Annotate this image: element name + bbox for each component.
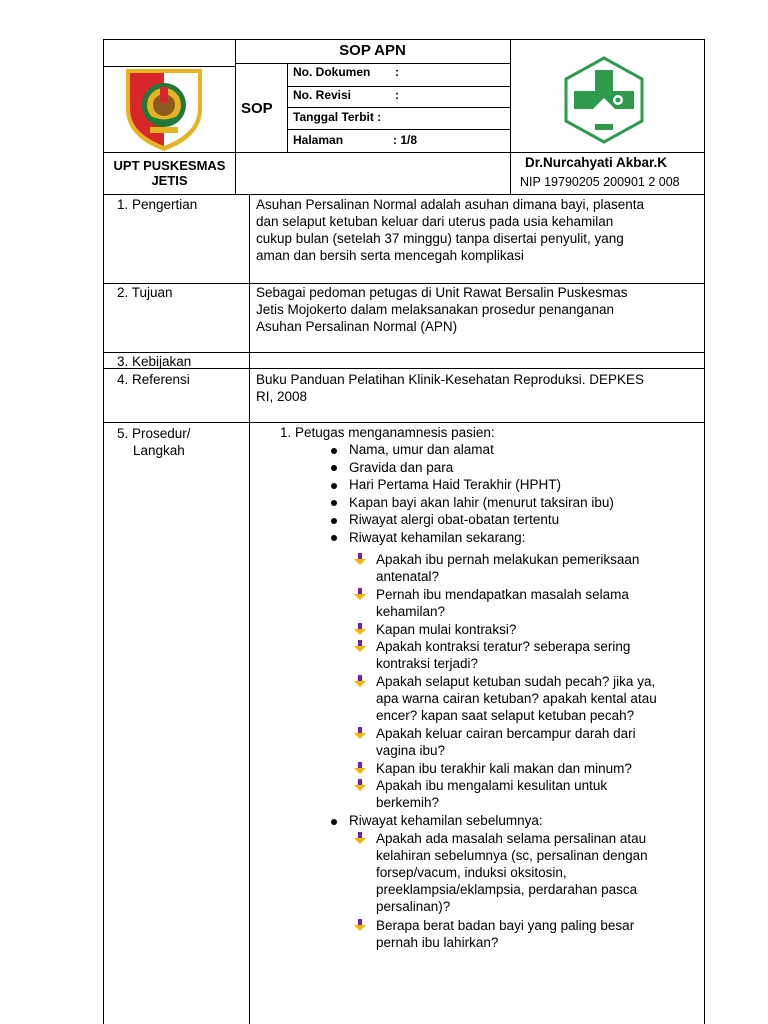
- bullet-dot: [331, 518, 337, 524]
- sub-question-line: apa warna cairan ketuban? apakah kental atau: [376, 691, 657, 706]
- signer-nip: NIP 19790205 200901 2 008: [520, 175, 680, 189]
- sub-question-line: Pernah ibu mendapatkan masalah selama: [376, 587, 629, 602]
- tujuan-line: Asuhan Persalinan Normal (APN): [256, 319, 458, 334]
- table-line: [287, 63, 288, 152]
- table-line: [235, 63, 510, 64]
- sub-question-line: Apakah ibu mengalami kesulitan untuk: [376, 778, 608, 793]
- arrow-bullet-icon: [353, 552, 367, 566]
- document-title: SOP APN: [339, 42, 406, 59]
- bullet-dot: [331, 483, 337, 489]
- arrow-bullet-icon: [353, 726, 367, 740]
- referensi-line: Buku Panduan Pelatihan Klinik-Kesehatan Reproduksi. DEPKES: [256, 372, 644, 387]
- sub-question-line: forsep/vacum, induksi oksitosin,: [376, 865, 567, 880]
- table-line: [103, 39, 704, 40]
- section-label-tujuan: 2. Tujuan: [117, 285, 173, 300]
- pengertian-line: dan selaput ketuban keluar dari uterus pada usia kehamilan: [256, 214, 614, 229]
- arrow-bullet-icon: [353, 918, 367, 932]
- pengertian-line: cukup bulan (setelah 37 minggu) tanpa disertai penyulit, yang: [256, 231, 624, 246]
- sub-question-line: encer? kapan saat selaput ketuban pecah?: [376, 708, 635, 723]
- field-halaman-value: : 1/8: [393, 133, 418, 147]
- arrow-bullet-icon: [353, 674, 367, 688]
- sop-label: SOP: [241, 100, 273, 117]
- field-no-dokumen-value: :: [395, 65, 399, 79]
- table-line: [103, 368, 704, 369]
- table-line: [510, 39, 511, 194]
- sub-question-line: kelahiran sebelumnya (sc, persalinan dengan: [376, 848, 648, 863]
- sub-question-line: kehamilan?: [376, 604, 446, 619]
- sub-question-line: Apakah ibu pernah melakukan pemeriksaan: [376, 552, 640, 567]
- section-label-langkah: Langkah: [133, 443, 185, 458]
- sub-question-line: Apakah keluar cairan bercampur darah dari: [376, 726, 636, 741]
- table-line: [235, 39, 236, 194]
- field-tanggal-terbit-label: Tanggal Terbit :: [293, 110, 382, 124]
- sub-question-line: berkemih?: [376, 795, 440, 810]
- sub-question-line: preeklampsia/eklampsia, perdarahan pasca: [376, 882, 638, 897]
- arrow-bullet-icon: [353, 639, 367, 653]
- anamnesis-bullet: Kapan bayi akan lahir (menurut taksiran ibu): [349, 495, 614, 510]
- sub-question-line: Kapan mulai kontraksi?: [376, 622, 517, 637]
- referensi-line: RI, 2008: [256, 389, 308, 404]
- sub-question-line: Apakah ada masalah selama persalinan atau: [376, 831, 647, 846]
- field-halaman-label: Halaman: [293, 133, 344, 147]
- anamnesis-bullet: Gravida dan para: [349, 460, 454, 475]
- table-line: [103, 352, 704, 353]
- table-line: [287, 129, 510, 130]
- arrow-bullet-icon: [353, 622, 367, 636]
- section-label-referensi: 4. Referensi: [117, 372, 190, 387]
- sub-question-line: kontraksi terjadi?: [376, 656, 479, 671]
- bullet-dot: [331, 448, 337, 454]
- section-label-kebijakan: 3. Kebijakan: [117, 354, 192, 369]
- table-line: [704, 39, 705, 194]
- tujuan-line: Sebagai pedoman petugas di Unit Rawat Bersalin Puskesmas: [256, 285, 628, 300]
- sub-question-line: Apakah selaput ketuban sudah pecah? jika ya,: [376, 674, 656, 689]
- arrow-bullet-icon: [353, 761, 367, 775]
- table-line: [103, 194, 704, 195]
- org-name-line2: JETIS: [151, 173, 188, 188]
- table-line: [704, 194, 705, 1024]
- bullet-dot: [331, 465, 337, 471]
- field-no-revisi-label: No. Revisi: [293, 88, 352, 102]
- field-no-dokumen-label: No. Dokumen: [293, 65, 371, 79]
- sub-question-line: antenatal?: [376, 569, 440, 584]
- sub-question-line: pernah ibu lahirkan?: [376, 935, 499, 950]
- org-name-line1: UPT PUSKESMAS: [113, 158, 226, 173]
- anamnesis-bullet: Riwayat kehamilan sebelumnya:: [349, 813, 543, 828]
- prosedur-step-1: 1. Petugas menganamnesis pasien:: [280, 425, 495, 440]
- arrow-bullet-icon: [353, 831, 367, 845]
- sub-question-line: persalinan)?: [376, 899, 451, 914]
- tujuan-line: Jetis Mojokerto dalam melaksanakan prosedur penanganan: [256, 302, 614, 317]
- pengertian-line: aman dan bersih serta mencegah komplikasi: [256, 248, 524, 263]
- bullet-dot: [331, 819, 337, 825]
- table-line: [249, 194, 250, 1024]
- section-label-pengertian: 1. Pengertian: [117, 197, 198, 212]
- puskesmas-logo: [558, 54, 650, 146]
- sub-question-line: vagina ibu?: [376, 743, 446, 758]
- section-label-prosedur: 5. Prosedur/: [117, 426, 191, 441]
- pengertian-line: Asuhan Persalinan Normal adalah asuhan dimana bayi, plasenta: [256, 197, 644, 212]
- table-line: [103, 422, 704, 423]
- signer-name: Dr.Nurcahyati Akbar.K: [525, 155, 668, 170]
- regional-shield-logo: [120, 63, 208, 153]
- anamnesis-bullet: Hari Pertama Haid Terakhir (HPHT): [349, 477, 562, 492]
- table-line: [287, 107, 510, 108]
- bullet-dot: [331, 500, 337, 506]
- sub-question-line: Berapa berat badan bayi yang paling besar: [376, 918, 635, 933]
- table-line: [103, 194, 104, 1024]
- bullet-dot: [331, 535, 337, 541]
- anamnesis-bullet: Riwayat kehamilan sekarang:: [349, 530, 526, 545]
- anamnesis-bullet: Riwayat alergi obat-obatan tertentu: [349, 512, 560, 527]
- sub-question-line: Kapan ibu terakhir kali makan dan minum?: [376, 761, 632, 776]
- arrow-bullet-icon: [353, 778, 367, 792]
- sub-question-line: Apakah kontraksi teratur? seberapa sering: [376, 639, 631, 654]
- arrow-bullet-icon: [353, 587, 367, 601]
- anamnesis-bullet: Nama, umur dan alamat: [349, 442, 494, 457]
- field-no-revisi-value: :: [395, 88, 399, 102]
